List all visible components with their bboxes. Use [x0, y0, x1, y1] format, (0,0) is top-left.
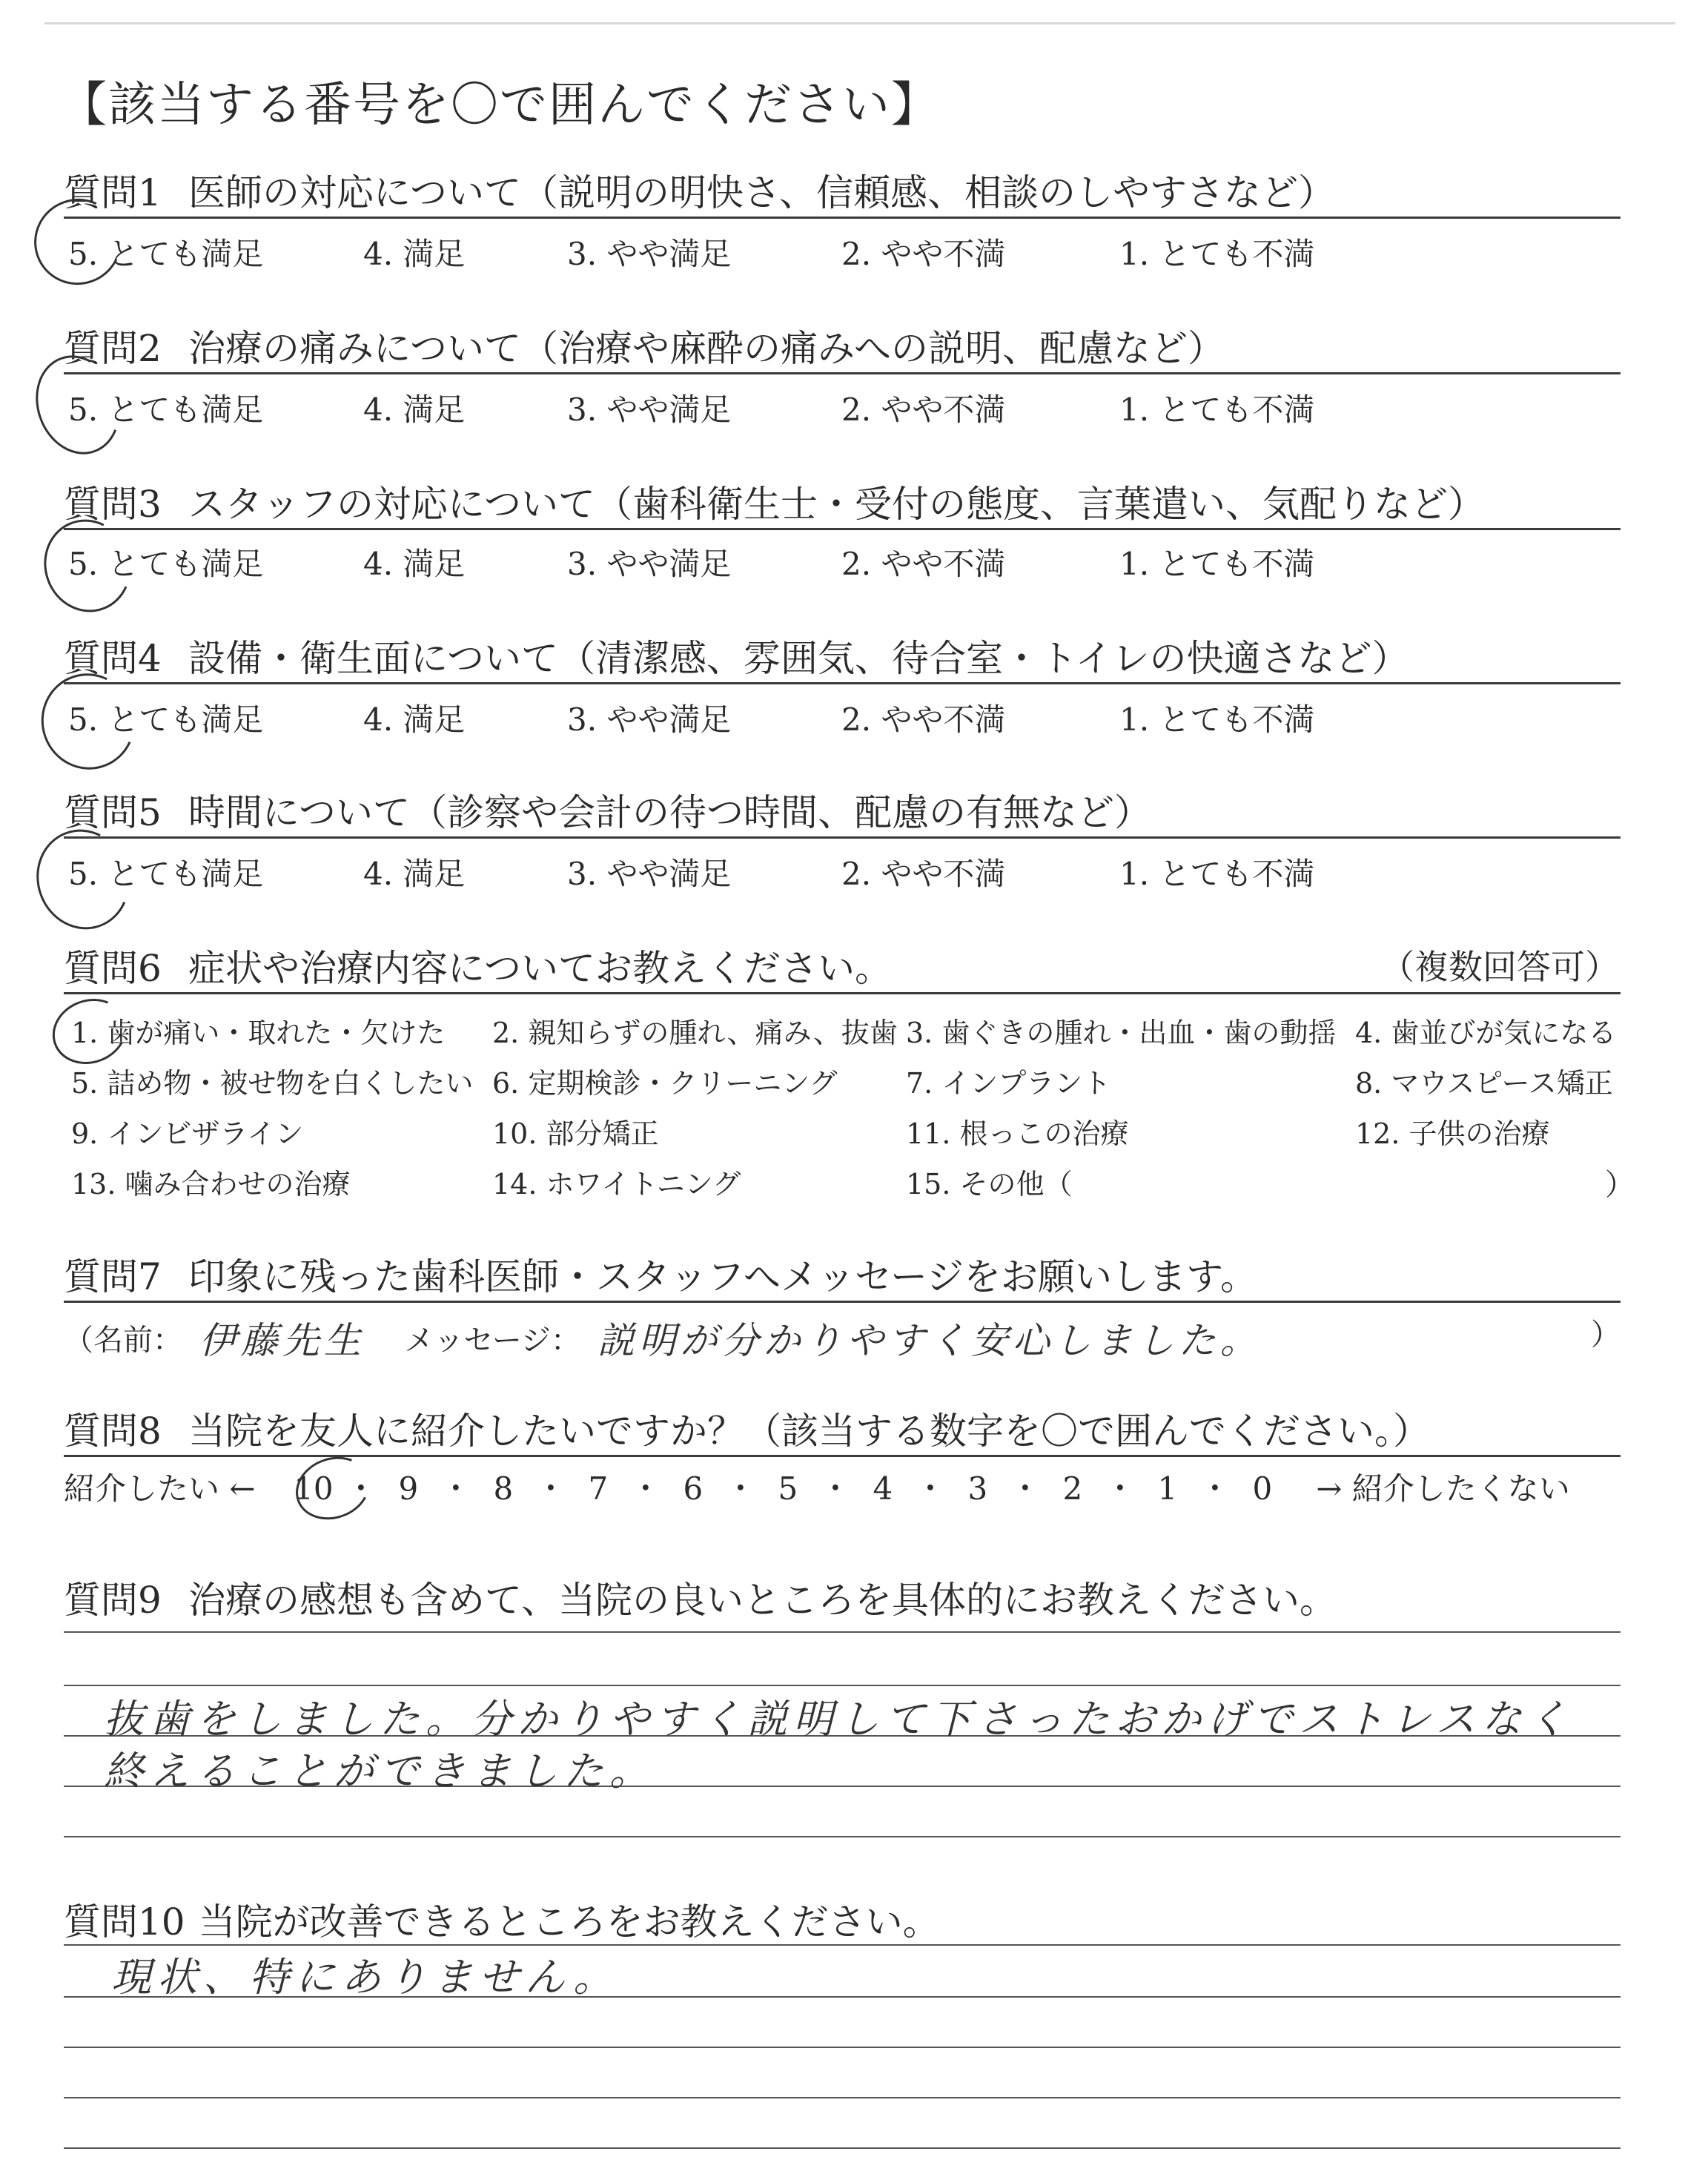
- question-text: 時間について（診察や会計の待つ時間、配慮の有無など）: [188, 791, 1151, 834]
- question-5-rule: [64, 836, 1621, 839]
- option-4[interactable]: 4. 満足: [363, 701, 466, 738]
- answer-line: [64, 2047, 1621, 2048]
- answer-line: [64, 2147, 1621, 2149]
- answer-line: [64, 1685, 1621, 1686]
- question-5-title: [64, 783, 1151, 836]
- question-number: 質問10: [64, 1900, 185, 1943]
- option-1[interactable]: 1. とても不満: [1119, 701, 1315, 738]
- option-5[interactable]: 5. とても満足: [68, 701, 264, 738]
- scale-left-label: 紹介したい ←: [64, 1470, 256, 1507]
- option-4[interactable]: 4. 満足: [363, 546, 466, 582]
- item-13[interactable]: 13. 噛み合わせの治療: [71, 1168, 351, 1200]
- item-7[interactable]: 7. インプラント: [906, 1067, 1111, 1100]
- survey-heading: 【該当する番号を〇で囲んでください】: [59, 78, 940, 133]
- question-number: 質問1: [64, 171, 162, 214]
- message-close-paren: ）: [1591, 1318, 1621, 1352]
- question-8-rule: [64, 1455, 1621, 1457]
- item-1[interactable]: 1. 歯が痛い・取れた・欠けた: [71, 1017, 446, 1049]
- question-number: 質問9: [64, 1579, 162, 1622]
- item-15-close-paren: ）: [1605, 1168, 1635, 1202]
- scale-separator: ・: [914, 1470, 946, 1507]
- option-3[interactable]: 3. やや満足: [567, 701, 732, 738]
- scale-value-7[interactable]: 7: [588, 1470, 609, 1507]
- scale-value-4[interactable]: 4: [873, 1470, 893, 1507]
- scale-separator: ・: [724, 1470, 756, 1507]
- question-6-title: [64, 939, 892, 992]
- option-3[interactable]: 3. やや満足: [567, 392, 732, 428]
- option-4[interactable]: 4. 満足: [363, 392, 466, 428]
- question-7-rule: [64, 1301, 1621, 1303]
- q9-answer-line-2[interactable]: 終えることができました。: [104, 1748, 655, 1794]
- scale-value-3[interactable]: 3: [967, 1470, 988, 1507]
- option-1[interactable]: 1. とても不満: [1119, 856, 1315, 892]
- question-text: 治療の感想も含めて、当院の良いところを具体的にお教えください。: [188, 1579, 1337, 1622]
- scale-value-5[interactable]: 5: [778, 1470, 798, 1507]
- question-2-rule: [64, 372, 1621, 374]
- item-10[interactable]: 10. 部分矯正: [492, 1117, 659, 1150]
- question-9-title: [64, 1571, 1337, 1624]
- scale-right-label: → 紹介したくない: [1316, 1470, 1570, 1507]
- answer-line: [64, 1836, 1621, 1837]
- scale-value-1[interactable]: 1: [1157, 1470, 1178, 1507]
- scale-separator: ・: [629, 1470, 661, 1507]
- scale-separator: ・: [1009, 1470, 1041, 1507]
- question-8-title: [64, 1401, 1430, 1455]
- question-3-title: [64, 475, 1485, 528]
- scale-value-10[interactable]: 10: [294, 1470, 334, 1507]
- question-3-rule: [64, 528, 1621, 530]
- answer-line: [64, 2097, 1621, 2098]
- scale-separator: ・: [819, 1470, 851, 1507]
- message-value[interactable]: 説明が分かりやすく安心しました。: [597, 1319, 1262, 1362]
- question-number: 質問4: [64, 637, 162, 680]
- question-number: 質問3: [64, 483, 162, 526]
- item-5[interactable]: 5. 詰め物・被せ物を白くしたい: [71, 1067, 474, 1100]
- question-4-rule: [64, 682, 1621, 684]
- option-2[interactable]: 2. やや不満: [841, 546, 1006, 582]
- option-3[interactable]: 3. やや満足: [567, 856, 732, 892]
- option-2[interactable]: 2. やや不満: [841, 701, 1006, 738]
- question-number: 質問6: [64, 947, 162, 990]
- option-1[interactable]: 1. とても不満: [1119, 392, 1315, 428]
- name-label: （名前：: [64, 1323, 182, 1358]
- scale-separator: ・: [1199, 1470, 1231, 1507]
- question-7-title: [64, 1247, 1257, 1301]
- option-2[interactable]: 2. やや不満: [841, 236, 1006, 272]
- option-3[interactable]: 3. やや満足: [567, 546, 732, 582]
- item-14[interactable]: 14. ホワイトニング: [492, 1168, 741, 1200]
- question-4-title: [64, 629, 1409, 682]
- scale-value-2[interactable]: 2: [1062, 1470, 1083, 1507]
- item-15[interactable]: 15. その他（: [906, 1168, 1073, 1200]
- item-3[interactable]: 3. 歯ぐきの腫れ・出血・歯の動揺: [906, 1017, 1337, 1049]
- question-1-rule: [64, 217, 1621, 219]
- question-text: 症状や治療内容についてお教えください。: [188, 947, 892, 990]
- q9-answer-line-1[interactable]: 抜歯をしました。分かりやすく説明して下さったおかげでストレスなく: [104, 1696, 1574, 1743]
- message-label: メッセージ：: [404, 1323, 581, 1358]
- question-text: 設備・衛生面について（清潔感、雰囲気、待合室・トイレの快適さなど）: [188, 637, 1409, 680]
- option-3[interactable]: 3. やや満足: [567, 236, 732, 272]
- handdrawn-circle-q8: [287, 1447, 379, 1530]
- item-8[interactable]: 8. マウスピース矯正: [1355, 1067, 1613, 1100]
- page-top-border: [44, 22, 1675, 24]
- scale-separator: ・: [534, 1470, 566, 1507]
- option-1[interactable]: 1. とても不満: [1119, 546, 1315, 582]
- question-text: 治療の痛みについて（治療や麻酔の痛みへの説明、配慮など）: [188, 327, 1225, 370]
- scale-separator: ・: [440, 1470, 471, 1507]
- question-10-title: [64, 1892, 940, 1946]
- option-1[interactable]: 1. とても不満: [1119, 236, 1315, 272]
- question-1-title: [64, 163, 1335, 217]
- question-number: 質問5: [64, 791, 162, 834]
- question-number: 質問8: [64, 1410, 162, 1453]
- scale-separator: ・: [1104, 1470, 1136, 1507]
- scale-value-0[interactable]: 0: [1252, 1470, 1273, 1507]
- option-5[interactable]: 5. とても満足: [68, 856, 264, 892]
- option-2[interactable]: 2. やや不満: [841, 392, 1006, 428]
- message-row: [64, 1311, 1621, 1364]
- scale-separator: ・: [345, 1470, 377, 1507]
- scale-value-8[interactable]: 8: [493, 1470, 514, 1507]
- question-number: 質問7: [64, 1255, 162, 1298]
- question-text: 当院を友人に紹介したいですか？（該当する数字を〇で囲んでください。）: [188, 1410, 1430, 1453]
- item-2[interactable]: 2. 親知らずの腫れ、痛み、抜歯: [492, 1017, 898, 1049]
- scale-value-9[interactable]: 9: [398, 1470, 419, 1507]
- question-number: 質問2: [64, 327, 162, 370]
- recommend-scale: [64, 1464, 1570, 1509]
- option-4[interactable]: 4. 満足: [363, 236, 466, 272]
- question-text: スタッフの対応について（歯科衛生士・受付の態度、言葉遣い、気配りなど）: [188, 483, 1485, 526]
- option-5[interactable]: 5. とても満足: [68, 392, 264, 428]
- question-text: 医師の対応について（説明の明快さ、信頼感、相談のしやすさなど）: [188, 171, 1335, 214]
- name-value[interactable]: 伊藤先生: [199, 1319, 365, 1362]
- multiple-answers-note: （複数回答可）: [1380, 947, 1619, 987]
- option-4[interactable]: 4. 満足: [363, 856, 466, 892]
- question-6-rule: [64, 992, 1621, 994]
- question-text: 印象に残った歯科医師・スタッフへメッセージをお願いします。: [188, 1255, 1257, 1298]
- answer-line: [64, 1631, 1621, 1633]
- scale-value-6[interactable]: 6: [683, 1470, 704, 1507]
- item-11[interactable]: 11. 根っこの治療: [906, 1117, 1129, 1150]
- option-2[interactable]: 2. やや不満: [841, 856, 1006, 892]
- question-2-title: [64, 319, 1225, 372]
- question-text: 当院が改善できるところをお教えください。: [198, 1900, 940, 1943]
- option-5[interactable]: 5. とても満足: [68, 546, 264, 582]
- item-4[interactable]: 4. 歯並びが気になる: [1355, 1017, 1617, 1049]
- item-9[interactable]: 9. インビザライン: [71, 1117, 304, 1150]
- option-5[interactable]: 5. とても満足: [68, 236, 264, 272]
- item-12[interactable]: 12. 子供の治療: [1355, 1117, 1550, 1150]
- q10-answer-line-1[interactable]: 現状、特にありません。: [111, 1954, 620, 2001]
- item-6[interactable]: 6. 定期検診・クリーニング: [492, 1067, 838, 1100]
